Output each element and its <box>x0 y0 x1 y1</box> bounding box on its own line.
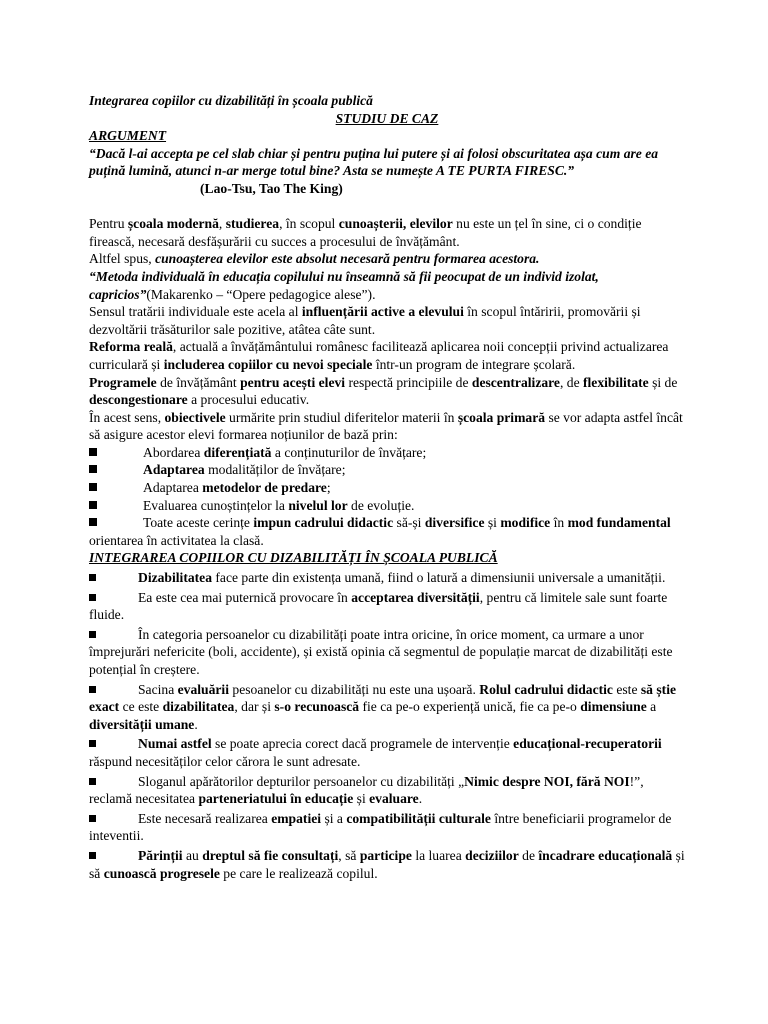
objective-item <box>89 497 685 515</box>
bold-text: diversifice <box>424 515 485 531</box>
paragraph-4 <box>89 303 685 338</box>
text-run: orientarea în activitatea la clasă. <box>89 532 264 548</box>
bold-text: Programele <box>89 374 157 390</box>
text-run: , <box>218 216 226 232</box>
text-run: face parte din existența umană, fiind o latură a dimensiunii universale a umanității. <box>212 570 666 586</box>
text-run: se vor adapta astfel încât să asigure acestor elevi formarea noțiunilor de bază prin: <box>89 409 683 443</box>
bold-text: mod fundamental <box>567 515 671 531</box>
bold-text: pentru acești elevi <box>240 374 346 390</box>
text-run: au <box>182 847 203 863</box>
bold-text: evaluare <box>369 791 419 807</box>
text-run: !”, reclamă necesitatea <box>89 773 644 807</box>
bold-text: Părinții <box>138 847 183 863</box>
bold-text: flexibilitate <box>583 374 649 390</box>
integration-item <box>89 589 685 624</box>
text-run: în scopul întăririi, promovării și dezvoltării trăsăturilor sale pozitive, atâtea câte sunt. <box>89 304 641 337</box>
bold-text: cunoască progresele <box>103 865 220 881</box>
square-bullet-icon <box>89 465 97 473</box>
text-run: Sloganul apărătorilor depturilor persoanelor cu dizabilități „ <box>138 773 465 789</box>
text-run: răspund necesităților celor cărora le sunt adresate. <box>89 753 361 769</box>
square-bullet-icon <box>89 594 96 601</box>
text-run: a procesului educativ. <box>187 392 310 408</box>
bold-text: modifice <box>500 515 551 531</box>
text-run: și să <box>89 847 685 881</box>
objective-item <box>89 444 685 462</box>
text-run: se poate aprecia corect dacă programele de intervenție <box>211 736 514 752</box>
square-bullet-icon <box>89 518 97 526</box>
text-run: și a <box>321 810 347 826</box>
bold-text: influențării active a elevului <box>301 304 464 320</box>
text-run: Evaluarea cunoștințelor la <box>143 497 289 513</box>
text-run: a <box>646 699 657 715</box>
text-run: modalităților de învățare; <box>204 462 346 478</box>
objective-item <box>89 479 685 497</box>
bold-text: Reforma reală <box>89 339 173 355</box>
bold-text: parteneriatului în educație <box>198 791 354 807</box>
text-run: , dar și <box>234 699 275 715</box>
bold-text: Numai astfel <box>138 736 212 752</box>
text-run: să-și <box>393 515 425 531</box>
document-page <box>89 92 685 882</box>
integration-item <box>89 735 685 770</box>
bold-text: diversității umane <box>89 716 195 732</box>
bold-text: acceptarea diversității <box>351 589 480 605</box>
text-run: ; <box>326 480 331 496</box>
text-run: urmărite prin studiul diferitelor materii în <box>225 409 458 425</box>
square-bullet-icon <box>89 740 96 747</box>
document-subtitle: STUDIU DE CAZ <box>335 110 439 126</box>
text-run: de <box>518 847 539 863</box>
bold-text: includerea copiilor cu nevoi speciale <box>163 356 373 372</box>
text-run: Adaptarea <box>143 480 203 496</box>
section-2-heading: INTEGRAREA COPIILOR CU DIZABILITĂȚI ÎN ȘCOALA PUBLICĂ <box>89 550 498 566</box>
paragraph-2-emphasis: cunoașterea elevilor este absolut necesară pentru formarea acestora. <box>155 251 540 267</box>
text-run: între beneficiarii programelor de inteventii. <box>89 810 672 844</box>
text-run: Este necesară realizarea <box>138 810 272 826</box>
makarenko-reference: (Makarenko – “Opere pedagogice alese”). <box>146 286 376 302</box>
document-title: Integrarea copiilor cu dizabilități în școala publică <box>89 93 373 108</box>
text-run: de evoluție. <box>347 497 415 513</box>
bold-text: obiectivele <box>164 409 226 425</box>
bold-text: impun cadrului didactic <box>253 515 394 531</box>
makarenko-quote: “Metoda individuală în educația copilului nu înseamnă să fii peocupat de un individ izolat, capricios” <box>89 268 599 302</box>
bold-text: Nimic despre NOI, fără NOI <box>464 773 630 789</box>
paragraph-6 <box>89 374 685 409</box>
text-run: într-un program de integrare școlară. <box>372 356 576 372</box>
text-run: de învățământ <box>156 374 241 390</box>
paragraph-2-prefix: Altfel spus, <box>89 251 156 267</box>
paragraph-7 <box>89 409 685 444</box>
integration-item <box>89 681 685 734</box>
bold-text: dimensiune <box>580 699 647 715</box>
square-bullet-icon <box>89 778 96 785</box>
text-run: Toate aceste cerințe <box>143 515 254 531</box>
text-run: În categoria persoanelor cu dizabilități poate intra oricine, în orice moment, ca urmare a unor împrejurări nefericite (boli, accidente), și există opinia că segmentul de populație marcat de dizabilități este potențial în creștere. <box>89 626 673 677</box>
blank-line <box>89 198 685 216</box>
integration-item <box>89 810 685 845</box>
text-run: ce este <box>119 699 163 715</box>
text-run: , actuală a învățământului românesc facilitează aplicarea noii concepții privind actualizarea curriculară și <box>89 339 669 372</box>
text-run: respectă principiile de <box>345 374 472 390</box>
bold-text: școala modernă <box>127 216 219 232</box>
bold-text: să știe exact <box>89 681 677 715</box>
text-run: și de <box>648 374 678 390</box>
square-bullet-icon <box>89 501 97 509</box>
text-run: fie ca pe-o experiență unică, fie ca pe-o <box>359 699 581 715</box>
square-bullet-icon <box>89 852 96 859</box>
bold-text: educațional-recuperatorii <box>513 736 662 752</box>
bold-text: Rolul cadrului didactic <box>479 681 613 697</box>
bold-text: compatibilității culturale <box>346 810 491 826</box>
paragraph-3 <box>89 268 685 303</box>
text-run: Abordarea <box>143 444 204 460</box>
text-run: , în scopul <box>279 216 339 232</box>
paragraph-2 <box>89 250 685 268</box>
bold-text: dizabilitatea <box>162 699 235 715</box>
square-bullet-icon <box>89 631 96 638</box>
square-bullet-icon <box>89 686 96 693</box>
bold-text: școala primară <box>457 409 546 425</box>
bold-text: cunoașterii, elevilor <box>338 216 453 232</box>
bold-text: nivelul lor <box>288 497 348 513</box>
text-run: este <box>612 681 641 697</box>
text-run: Ea este cea mai puternică provocare în <box>138 589 352 605</box>
text-run: pesoanelor cu dizabilități nu este una ușoară. <box>229 681 480 697</box>
text-run: , de <box>559 374 583 390</box>
integration-item <box>89 569 685 587</box>
square-bullet-icon <box>89 815 96 822</box>
bold-text: deciziilor <box>465 847 519 863</box>
text-run: și <box>484 515 501 531</box>
square-bullet-icon <box>89 574 96 581</box>
objective-item <box>89 514 685 549</box>
text-run: Pentru <box>89 216 128 232</box>
text-run: Sensul tratării individuale este acela al <box>89 304 302 320</box>
square-bullet-icon <box>89 448 97 456</box>
text-run: și <box>353 791 370 807</box>
argument-heading: ARGUMENT <box>89 128 167 144</box>
integration-item <box>89 847 685 882</box>
epigraph-author: (Lao-Tsu, Tao The King) <box>200 180 343 196</box>
bold-text: diferențiată <box>203 444 272 460</box>
bold-text: dreptul să fie consultați <box>202 847 339 863</box>
text-run: a conținuturilor de învățare; <box>271 444 427 460</box>
text-run: În acest sens, <box>89 409 165 425</box>
bold-text: încadrare educațională <box>538 847 673 863</box>
integration-item <box>89 773 685 808</box>
objective-item <box>89 461 685 479</box>
bold-text: empatiei <box>271 810 322 826</box>
objectives-list <box>89 444 685 550</box>
bold-text: Adaptarea <box>143 462 205 478</box>
bold-text: evaluării <box>177 681 229 697</box>
bold-text: metodelor de predare <box>202 480 327 496</box>
bold-text: descentralizare <box>471 374 560 390</box>
text-run: în <box>550 515 568 531</box>
text-run: la luarea <box>411 847 466 863</box>
epigraph-quote: “Dacă l-ai accepta pe cel slab chiar și pentru puțina lui putere și ai folosi obscuritatea așa cum are ea puțină lumină, atunci n-ar merge totul bine? Asta se numește A TE PURTA FIRESC.” <box>89 145 659 179</box>
integration-list <box>89 569 685 882</box>
text-run: nu este un țel în sine, ci o condiție firească, necesară desfășurării cu succes a procesului de învățământ. <box>89 216 642 249</box>
square-bullet-icon <box>89 483 97 491</box>
text-run: pe care le realizează copilul. <box>219 865 378 881</box>
bold-text: descongestionare <box>89 392 188 408</box>
text-run: . <box>194 716 198 732</box>
bold-text: s-o recunoască <box>274 699 360 715</box>
integration-item <box>89 626 685 679</box>
text-run: Sacina <box>138 681 178 697</box>
paragraph-5 <box>89 338 685 373</box>
text-run: , pentru că limitele sale sunt foarte fluide. <box>89 589 668 623</box>
bold-text: Dizabilitatea <box>138 570 212 586</box>
bold-text: participe <box>359 847 412 863</box>
text-run: . <box>418 791 423 807</box>
text-run: , să <box>338 847 360 863</box>
paragraph-1 <box>89 215 685 250</box>
bold-text: studierea <box>225 216 280 232</box>
